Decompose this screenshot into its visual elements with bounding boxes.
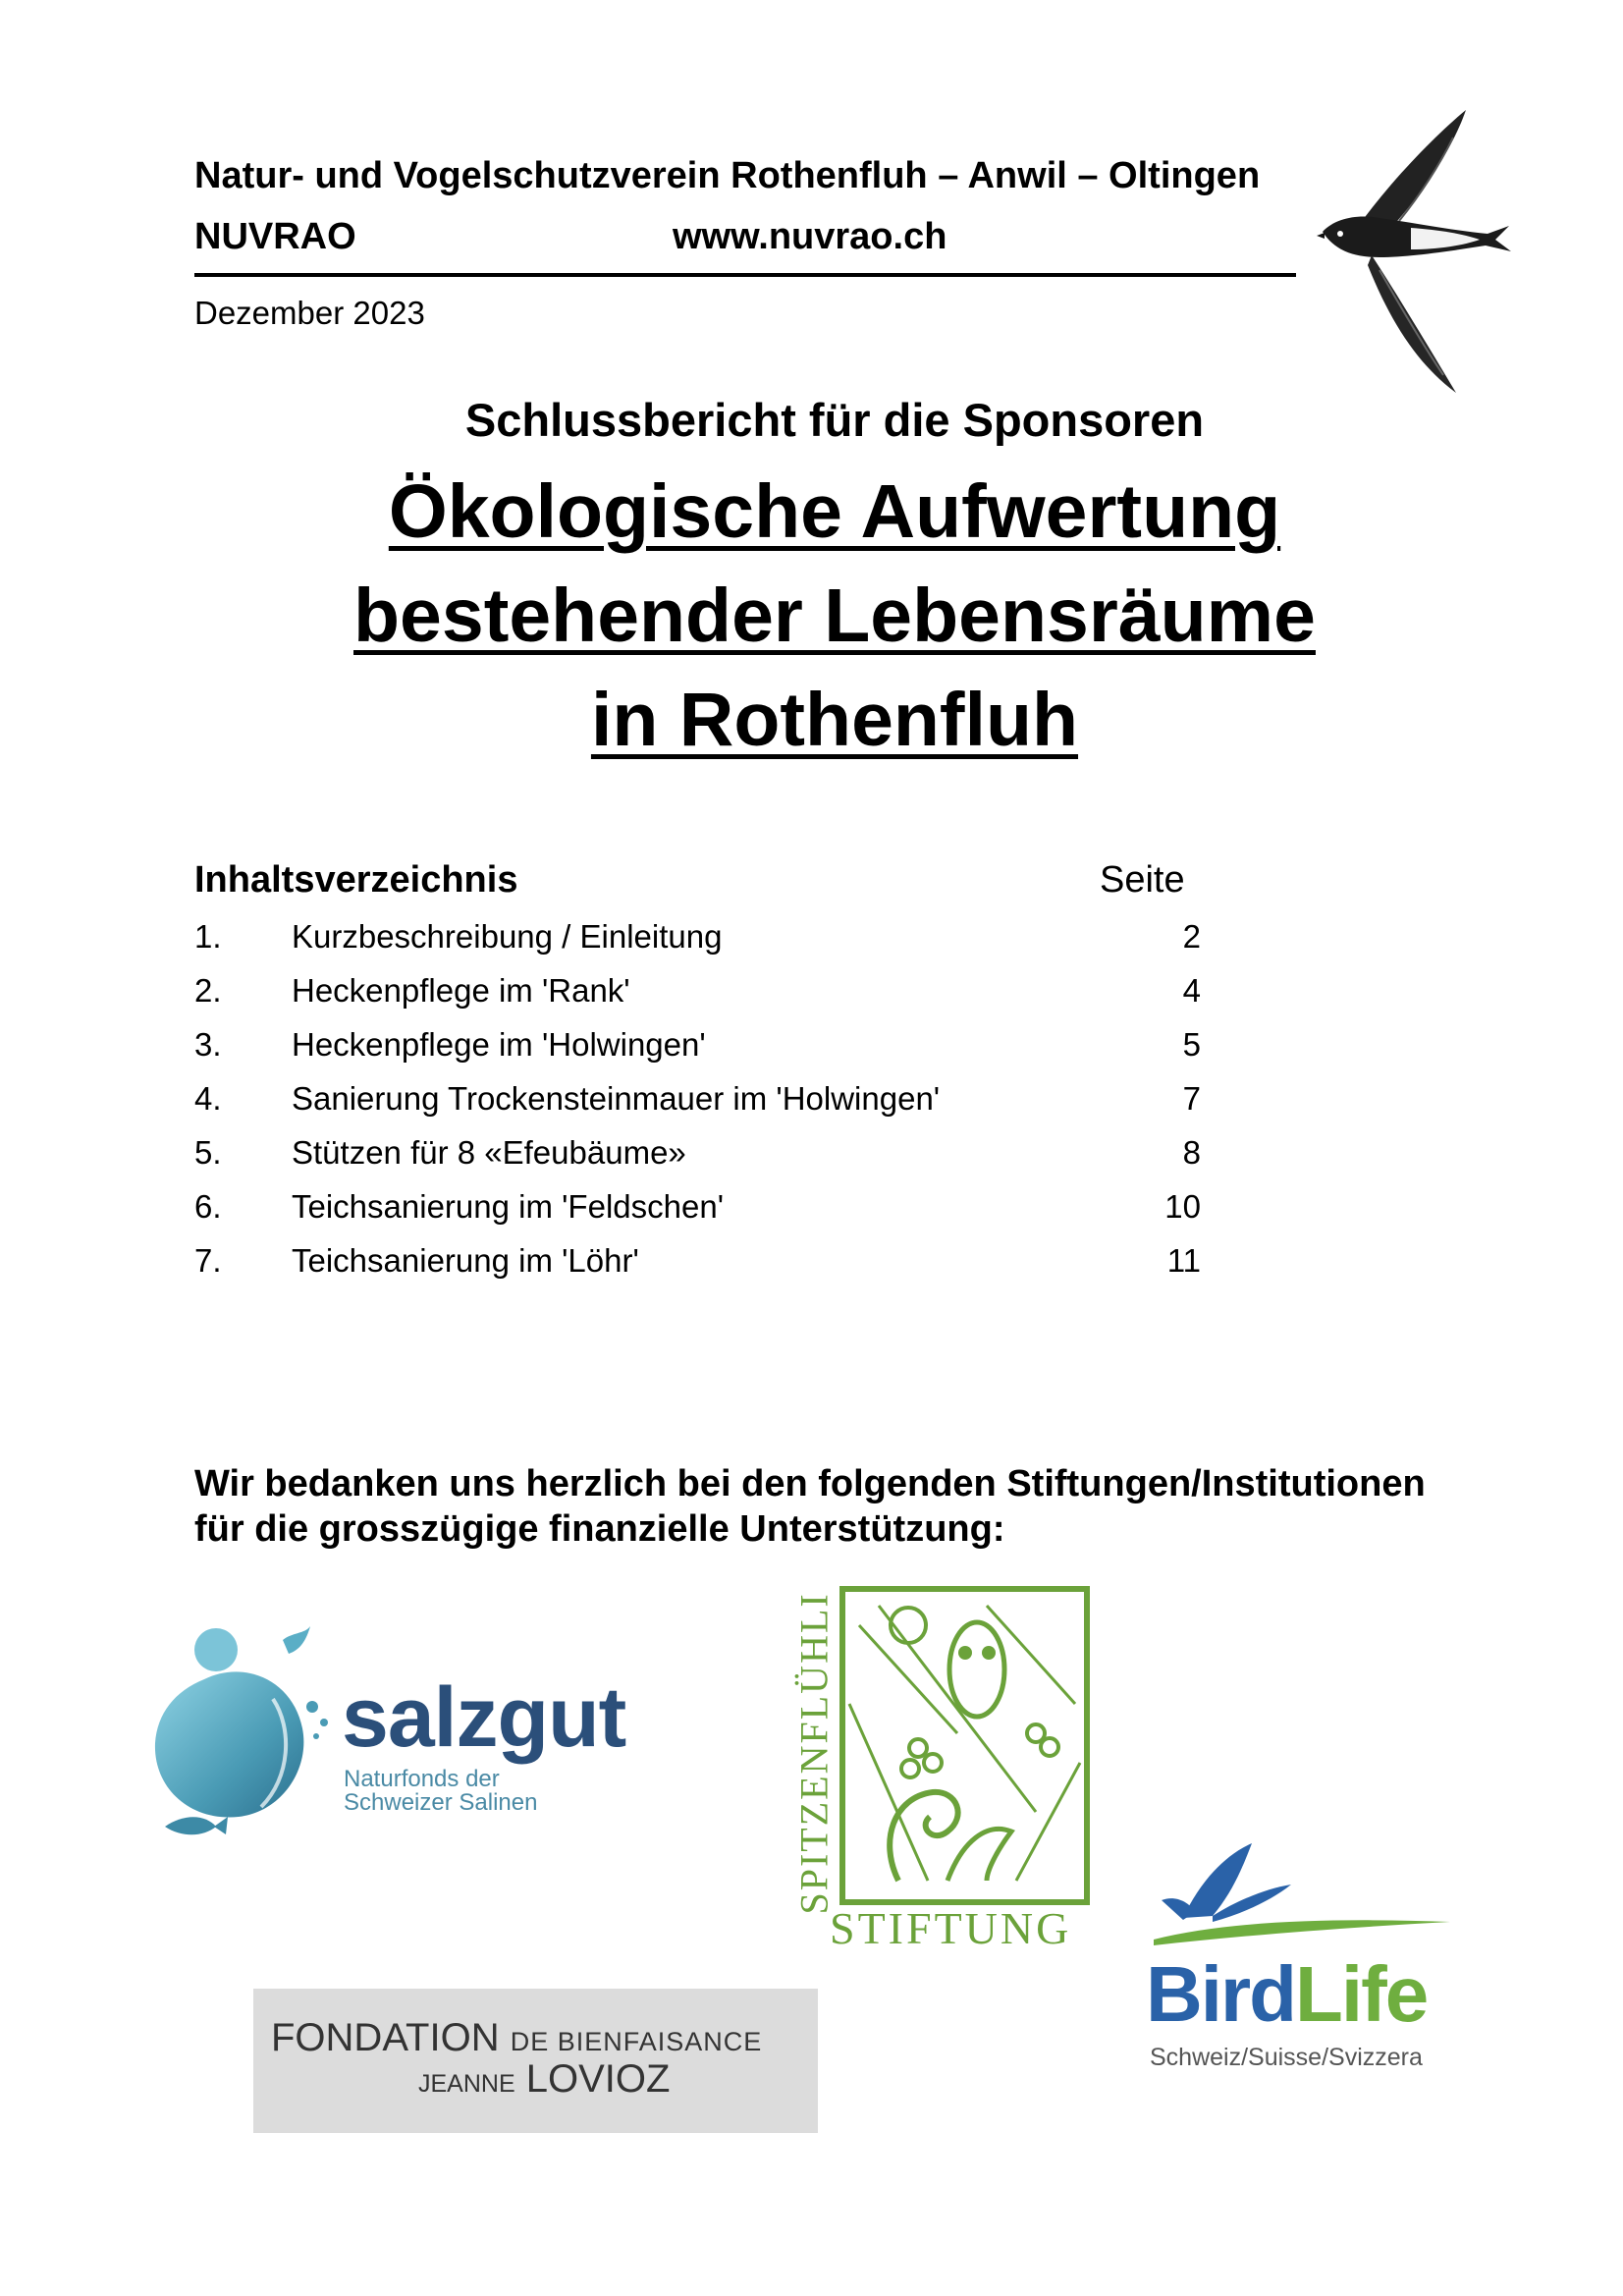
toc-item <box>194 1188 1201 1242</box>
toc-item-label: Heckenpflege im 'Rank' <box>292 972 630 1009</box>
toc-item <box>194 1080 1201 1134</box>
website-url: www.nuvrao.ch <box>673 216 947 257</box>
swift-bird-icon <box>1301 108 1517 403</box>
toc-item-page: 4 <box>1182 972 1201 1009</box>
toc-item-label: Stützen für 8 «Efeubäume» <box>292 1134 686 1171</box>
toc-item-number: 2. <box>194 972 222 1009</box>
lovioz-de-bienfaisance: DE BIENFAISANCE <box>510 2027 763 2056</box>
spitzenfluehli-stiftung-text: STIFTUNG <box>830 1903 1072 1953</box>
lovioz-name: LOVIOZ <box>525 2057 671 2101</box>
birdlife-subtitle: Schweiz/Suisse/Svizzera <box>1150 2044 1423 2071</box>
lovioz-line-2 <box>418 2057 670 2102</box>
toc-heading: Inhaltsverzeichnis <box>194 859 518 901</box>
spitzenfluehli-vertical-text: SPITZENFLÜHLI <box>791 1592 837 1915</box>
toc-item-page: 2 <box>1182 918 1201 955</box>
toc-item-page: 10 <box>1164 1188 1201 1225</box>
toc-item-number: 1. <box>194 918 222 955</box>
birdlife-word-bird: Bird <box>1146 1950 1295 2038</box>
toc-item <box>194 918 1201 972</box>
salzgut-wordmark: salzgut <box>342 1670 626 1765</box>
toc-item <box>194 1134 1201 1188</box>
toc-item-page: 8 <box>1182 1134 1201 1171</box>
toc-item-number: 4. <box>194 1080 222 1117</box>
toc-item-label: Kurzbeschreibung / Einleitung <box>292 918 723 955</box>
report-subtitle: Schlussbericht für die Sponsoren <box>464 394 1205 446</box>
toc-item <box>194 972 1201 1026</box>
salzgut-subtitle <box>344 1768 537 1815</box>
thanks-line-1: Wir bedanken uns herzlich bei den folgenden Stiftungen/Institutionen <box>194 1463 1426 1504</box>
toc-item-label: Heckenpflege im 'Holwingen' <box>292 1026 706 1063</box>
toc-item-page: 7 <box>1182 1080 1201 1117</box>
thanks-text <box>194 1461 1569 1552</box>
toc-page-heading: Seite <box>1100 859 1185 901</box>
lovioz-fondation: FONDATION <box>271 2016 500 2059</box>
toc-item-number: 7. <box>194 1242 222 1279</box>
report-title <box>0 460 1623 772</box>
title-line-2: bestehender Lebensräume <box>353 574 1316 658</box>
toc-item-label: Teichsanierung im 'Feldschen' <box>292 1188 724 1225</box>
owl-squirrel-illustration-icon <box>839 1586 1090 1905</box>
salzgut-sub-line-1: Naturfonds der <box>344 1766 500 1792</box>
toc-item-page: 5 <box>1182 1026 1201 1063</box>
birdlife-word-life: Life <box>1295 1950 1428 2038</box>
toc-item-number: 6. <box>194 1188 222 1225</box>
title-line-3: in Rothenfluh <box>590 678 1079 762</box>
birdlife-bird-icon <box>1144 1841 1453 1949</box>
toc-item <box>194 1026 1201 1080</box>
toc-item <box>194 1242 1201 1296</box>
toc-item-label: Teichsanierung im 'Löhr' <box>292 1242 639 1279</box>
toc-item-number: 5. <box>194 1134 222 1171</box>
lovioz-logo <box>253 1989 818 2133</box>
toc-item-page: 11 <box>1166 1242 1201 1279</box>
birdlife-logo <box>1144 1841 1453 2077</box>
salzgut-logo <box>145 1620 636 1856</box>
organization-name: Natur- und Vogelschutzverein Rothenfluh – Anwil – Oltingen <box>194 155 1261 196</box>
lovioz-line-1 <box>271 2016 762 2060</box>
salzgut-sub-line-2: Schweizer Salinen <box>344 1789 538 1816</box>
salzgut-mark-icon <box>145 1620 342 1856</box>
lovioz-jeanne: JEANNE <box>418 2070 515 2098</box>
thanks-line-2: für die grosszügige finanzielle Unterstützung: <box>194 1508 1005 1550</box>
header-rule <box>194 273 1296 277</box>
spitzenfluehli-logo <box>790 1586 1090 1954</box>
organization-short-name: NUVRAO <box>194 216 356 257</box>
report-date: Dezember 2023 <box>194 295 425 331</box>
title-line-1: Ökologische Aufwertung <box>388 469 1281 554</box>
toc-item-label: Sanierung Trockensteinmauer im 'Holwingen' <box>292 1080 941 1117</box>
toc-item-number: 3. <box>194 1026 222 1063</box>
birdlife-wordmark <box>1146 1949 1427 2040</box>
